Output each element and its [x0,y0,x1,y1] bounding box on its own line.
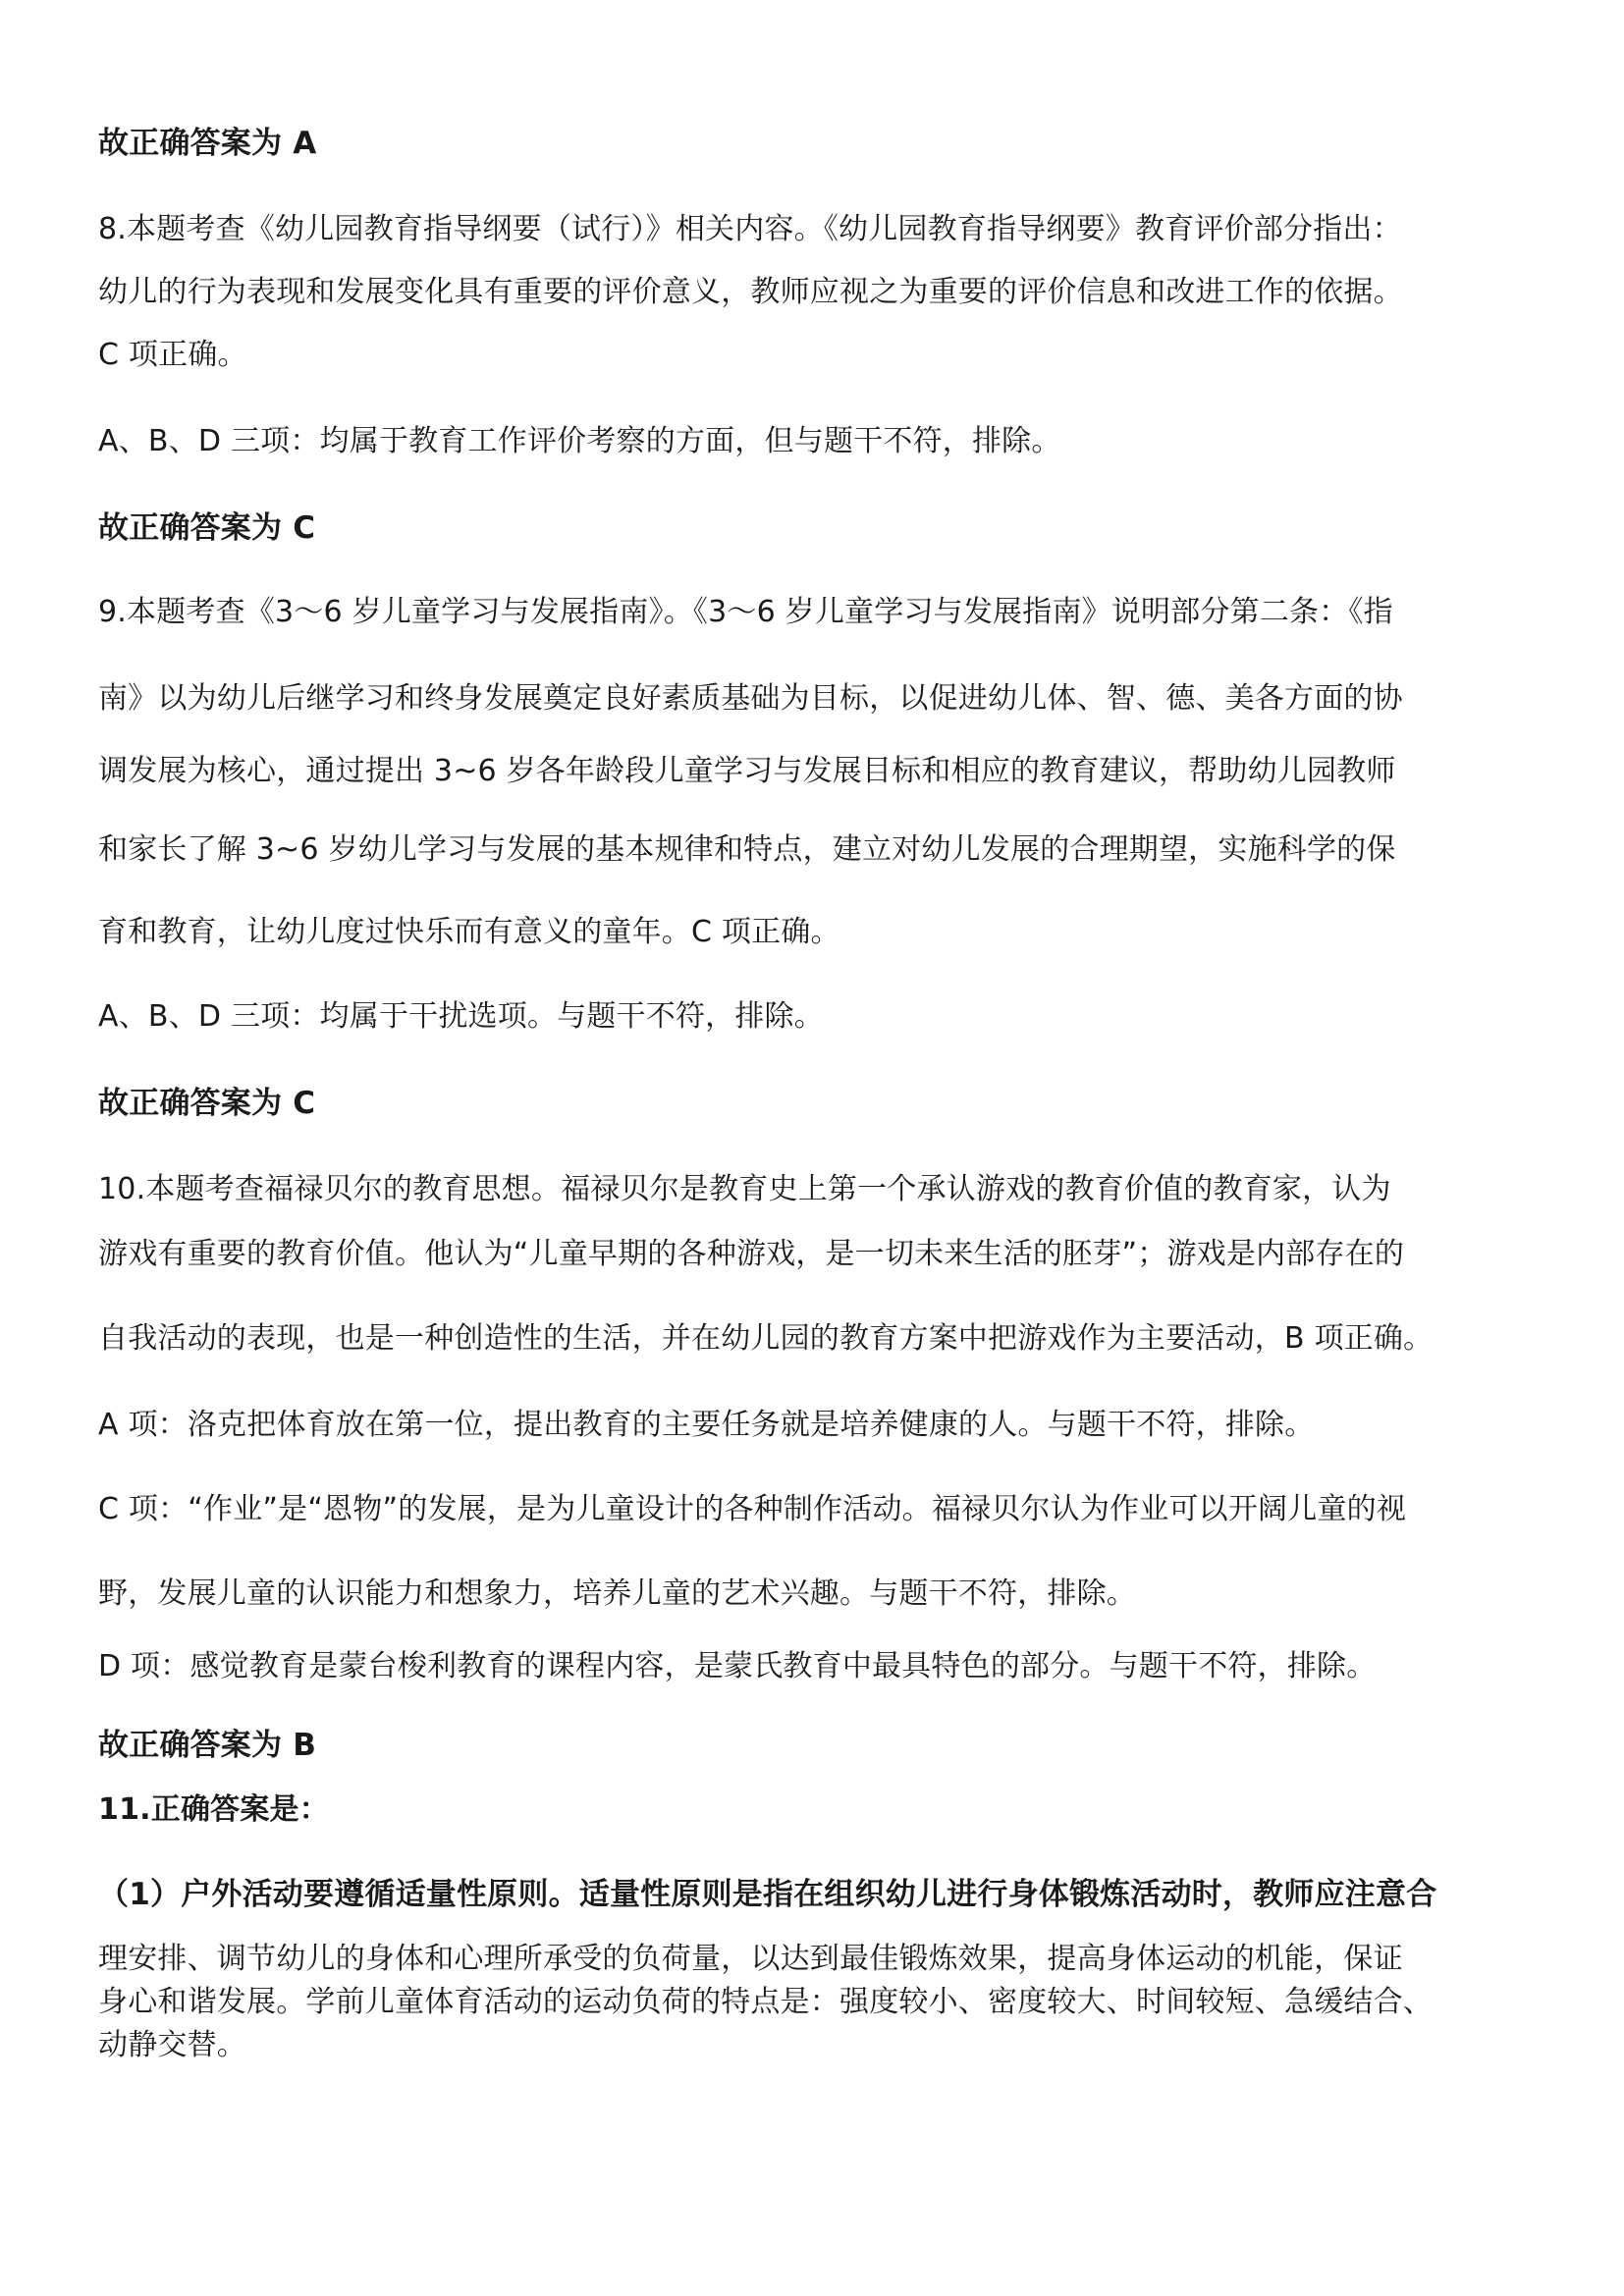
explanation-line: 身心和谐发展。学前儿童体育活动的运动负荷的特点是：强度较小、密度较大、时间较短、急缓结合、 [98,1985,1433,2019]
explanation-line: A、B、D 三项：均属于干扰选项。与题干不符，排除。 [98,999,824,1034]
explanation-line: 9.本题考查《3～6 岁儿童学习与发展指南》。《3～6 岁儿童学习与发展指南》说明部分第二条：《指 [98,595,1393,629]
explanation-line: C 项正确。 [98,338,247,372]
question-heading: 11.正确答案是： [98,1792,329,1827]
answer-line: 故正确答案为 C [98,510,316,546]
explanation-line: 理安排、调节幼儿的身体和心理所承受的负荷量，以达到最佳锻炼效果，提高身体运动的机能，保证 [98,1942,1403,1976]
explanation-line: 育和教育，让幼儿度过快乐而有意义的童年。C 项正确。 [98,915,840,949]
explanation-line: 南》以为幼儿后继学习和终身发展奠定良好素质基础为目标，以促进幼儿体、智、德、美各方面的协 [98,681,1403,716]
answer-point-heading: （1）户外活动要遵循适量性原则。适量性原则是指在组织幼儿进行身体锻炼活动时，教师应注意合 [98,1877,1437,1912]
explanation-line: A、B、D 三项：均属于教育工作评价考察的方面，但与题干不符，排除。 [98,424,1061,458]
answer-line: 故正确答案为 C [98,1086,316,1121]
explanation-line: 自我活动的表现，也是一种创造性的生活，并在幼儿园的教育方案中把游戏作为主要活动，B 项正确。 [98,1321,1434,1356]
explanation-line: C 项：“作业”是“恩物”的发展，是为儿童设计的各种制作活动。福禄贝尔认为作业可以开阔儿童的视 [98,1492,1407,1526]
explanation-line: 野，发展儿童的认识能力和想象力，培养儿童的艺术兴趣。与题干不符，排除。 [98,1576,1136,1611]
explanation-line: 游戏有重要的教育价值。他认为“儿童早期的各种游戏，是一切未来生活的胚芽”；游戏是内部存在的 [98,1237,1405,1271]
explanation-line: D 项：感觉教育是蒙台梭利教育的课程内容，是蒙氏教育中最具特色的部分。与题干不符，排除。 [98,1649,1377,1683]
explanation-line: 8.本题考查《幼儿园教育指导纲要（试行）》相关内容。《幼儿园教育指导纲要》教育评价部分指出： [98,212,1402,246]
explanation-line: 和家长了解 3~6 岁幼儿学习与发展的基本规律和特点，建立对幼儿发展的合理期望，实施科学的保 [98,832,1396,867]
explanation-line: 调发展为核心，通过提出 3~6 岁各年龄段儿童学习与发展目标和相应的教育建议，帮助幼儿园教师 [98,754,1396,788]
answer-line: 故正确答案为 B [98,1728,317,1763]
explanation-line: 10.本题考查福禄贝尔的教育思想。福禄贝尔是教育史上第一个承认游戏的教育价值的教育家，认为 [98,1172,1391,1206]
answer-line: 故正确答案为 A [98,126,317,161]
explanation-line: 动静交替。 [98,2028,246,2062]
explanation-line: 幼儿的行为表现和发展变化具有重要的评价意义，教师应视之为重要的评价信息和改进工作的依据。 [98,275,1403,309]
explanation-line: A 项：洛克把体育放在第一位，提出教育的主要任务就是培养健康的人。与题干不符，排除。 [98,1408,1315,1442]
